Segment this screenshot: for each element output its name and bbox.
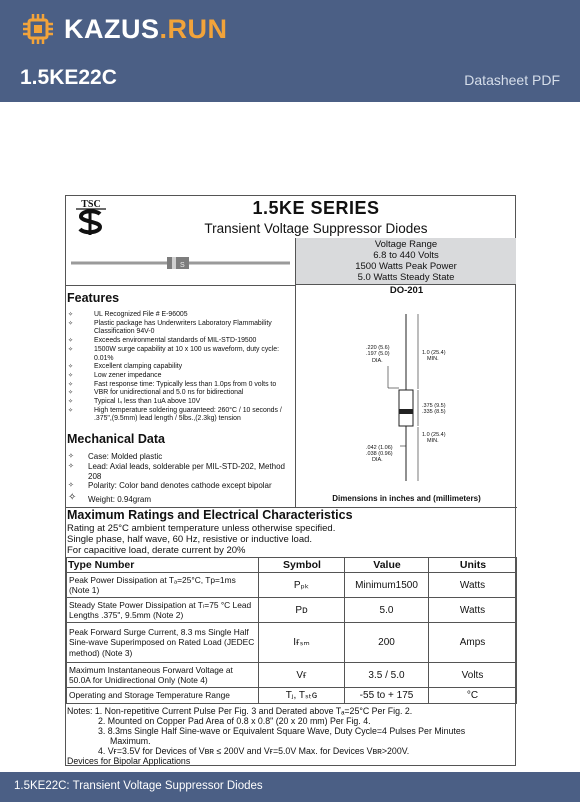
package-caption: Dimensions in inches and (millimeters) xyxy=(332,494,481,503)
mech-item: ✧ Polarity: Color band denotes cathode except bipolar xyxy=(66,481,294,491)
steady-state-line: 5.0 Watts Steady State xyxy=(357,272,455,283)
ratings-table xyxy=(66,557,517,704)
series-title: 1.5KE SERIES xyxy=(252,198,380,218)
svg-text:MIN. xyxy=(427,438,439,444)
mechanical-data-list xyxy=(66,452,294,505)
svg-text:MIN. xyxy=(427,356,439,362)
condition-line: For capacitive load, derate current by 20% xyxy=(67,545,246,556)
symbol-cell: Pᴅ xyxy=(259,598,345,623)
tsc-logo-text: TSC xyxy=(81,199,101,210)
mech-item: ✧ Case: Molded plastic xyxy=(66,452,294,462)
lead-diameter-max: .042 (1.06) xyxy=(366,445,393,451)
unit-cell: Amps xyxy=(429,623,517,663)
feature-item: ✧ 1500W surge capability at 10 x 100 us waveform, duty cycle: 0.01% xyxy=(66,346,294,363)
feature-item: ✧ VBR for unidirectional and 5.0 ns for bidirectional xyxy=(66,389,294,398)
tsc-logo xyxy=(66,196,116,238)
symbol-cell: Iғₛₘ xyxy=(259,623,345,663)
lead-length-top: 1.0 (25.4) xyxy=(422,350,446,356)
feature-item: ✧ Exceeds environmental standards of MIL-STD-19500 xyxy=(66,337,294,346)
param-cell: Peak Forward Surge Current, 8.3 ms Single Half Sine-wave Superimposed on Rated Load (JEDEC method) (Note 3) xyxy=(67,623,259,663)
condition-line: Single phase, half wave, 60 Hz, resistive or inductive load. xyxy=(67,534,313,545)
footer-bar xyxy=(0,772,580,802)
feature-item: ✧ UL Recognized File # E-96005 xyxy=(66,311,294,320)
chip-icon xyxy=(22,13,54,45)
param-cell: Maximum Instantaneous Forward Voltage at 50.0A for Unidirectional Only (Note 4) xyxy=(67,663,259,688)
table-header-row xyxy=(67,558,517,573)
symbol-cell: Pₚₖ xyxy=(259,573,345,598)
lead-length-bottom: 1.0 (25.4) xyxy=(422,432,446,438)
footer-title: 1.5KE22C: Transient Voltage Suppressor Diodes xyxy=(14,780,263,792)
unit-cell: °C xyxy=(429,688,517,704)
param-cell: Steady State Power Dissipation at Tₗ=75 °C Lead Lengths .375", 9.5mm (Note 2) xyxy=(67,598,259,623)
series-subtitle: Transient Voltage Suppressor Diodes xyxy=(204,221,428,236)
svg-text:S: S xyxy=(180,262,185,269)
svg-text:DIA. xyxy=(372,358,383,364)
condition-line: Rating at 25°C ambient temperature unless otherwise specified. xyxy=(67,523,336,534)
table-row xyxy=(67,688,517,704)
note-line: 4. Vғ=3.5V for Devices of Vʙʀ ≤ 200V and Vғ=5.0V Max. for Devices Vʙʀ>200V. xyxy=(98,746,410,756)
features-list xyxy=(66,311,294,424)
part-number-title: 1.5KE22C xyxy=(20,66,117,89)
value-cell: Minimum1500 xyxy=(345,573,429,598)
table-row xyxy=(67,598,517,623)
lead-length-bottom-min: MIN. xyxy=(427,438,439,444)
feature-item: ✧ Typical I₄ less than 1uA above 10V xyxy=(66,398,294,407)
param-cell: Operating and Storage Temperature Range xyxy=(67,688,259,704)
value-cell: 5.0 xyxy=(345,598,429,623)
feature-item: ✧ Fast response time: Typically less than 1.0ps from 0 volts to xyxy=(66,381,294,390)
feature-item: ✧ Low zener impedance xyxy=(66,372,294,381)
features-heading: Features xyxy=(67,291,120,305)
feature-item: ✧ Excellent clamping capability xyxy=(66,363,294,372)
feature-item: ✧ High temperature soldering guaranteed: 260°C / 10 seconds / .375",(9.5mm) lead length / 5lbs.,(2.3kg) tension xyxy=(66,407,294,424)
voltage-range-line: Voltage Range xyxy=(374,239,438,250)
table-row xyxy=(67,663,517,688)
voltage-range-box xyxy=(295,238,516,285)
col-header-type: Type Number xyxy=(67,558,259,573)
table-row xyxy=(67,623,517,663)
unit-cell: Watts xyxy=(429,598,517,623)
body-diameter-min: .197 (5.0) xyxy=(366,351,390,357)
col-header-symbol: Symbol xyxy=(259,558,345,573)
body-length-max: .375 (9.5) xyxy=(422,403,446,409)
package-outline-drawing xyxy=(296,296,517,491)
mechanical-data-heading: Mechanical Data xyxy=(67,432,165,446)
divider xyxy=(66,285,295,286)
unit-cell: Volts xyxy=(429,663,517,688)
lead-diameter-unit: DIA. xyxy=(372,457,383,463)
lead-length-top-min: MIN. xyxy=(427,356,439,362)
mech-item: ✧ Weight: 0.94gram xyxy=(66,495,294,505)
datasheet-document xyxy=(65,195,516,766)
note-line: Notes: 1. Non-repetitive Current Pulse Per Fig. 3 and Derated above Tₐ=25°C Per Fig. 2. xyxy=(67,706,413,716)
svg-text:.335 (8.5) xyxy=(422,409,446,415)
site-header xyxy=(0,0,580,102)
table-row xyxy=(67,573,517,598)
body-length-min: .335 (8.5) xyxy=(422,409,446,415)
lead-diameter-min: .038 (0.96) xyxy=(366,451,393,457)
unit-cell: Watts xyxy=(429,573,517,598)
peak-power-line: 1500 Watts Peak Power xyxy=(355,261,457,272)
symbol-cell: Tⱼ, Tₛₜɢ xyxy=(259,688,345,704)
symbol-cell: Vғ xyxy=(259,663,345,688)
col-header-value: Value xyxy=(345,558,429,573)
datasheet-pdf-label[interactable]: Datasheet PDF xyxy=(464,72,560,88)
note-line: 2. Mounted on Copper Pad Area of 0.8 x 0.8" (20 x 20 mm) Per Fig. 4. xyxy=(98,716,371,726)
value-cell: 200 xyxy=(345,623,429,663)
mech-item: ✧ Lead: Axial leads, solderable per MIL-STD-202, Method 208 xyxy=(66,462,294,482)
notes-section xyxy=(67,706,516,766)
value-cell: -55 to + 175 xyxy=(345,688,429,704)
svg-text:DIA. xyxy=(372,457,383,463)
value-cell: 3.5 / 5.0 xyxy=(345,663,429,688)
param-cell: Peak Power Dissipation at Tₐ=25°C, Tp=1ms (Note 1) xyxy=(67,573,259,598)
body-diameter-unit: DIA. xyxy=(372,358,383,364)
note-line: Maximum. xyxy=(110,736,151,746)
package-name: DO-201 xyxy=(389,285,424,296)
diode-illustration xyxy=(66,238,295,286)
max-ratings-heading: Maximum Ratings and Electrical Characteristics xyxy=(67,508,353,522)
voltage-range-value: 6.8 to 440 Volts xyxy=(373,250,439,261)
site-logo[interactable] xyxy=(22,12,228,46)
body-diameter-max: .220 (5.6) xyxy=(366,345,390,351)
col-header-units: Units xyxy=(429,558,517,573)
note-line: 3. 8.3ms Single Half Sine-wave or Equivalent Square Wave, Duty Cycle=4 Pulses Per Minutes xyxy=(98,726,466,736)
feature-item: ✧ Plastic package has Underwriters Laboratory Flammability Classification 94V-0 xyxy=(66,320,294,337)
max-ratings-conditions xyxy=(67,523,335,556)
svg-text:.197 (5.0) xyxy=(366,351,390,357)
note-line: Devices for Bipolar Applications xyxy=(67,756,191,766)
brand-name: KAZUS.RUN xyxy=(64,13,228,44)
